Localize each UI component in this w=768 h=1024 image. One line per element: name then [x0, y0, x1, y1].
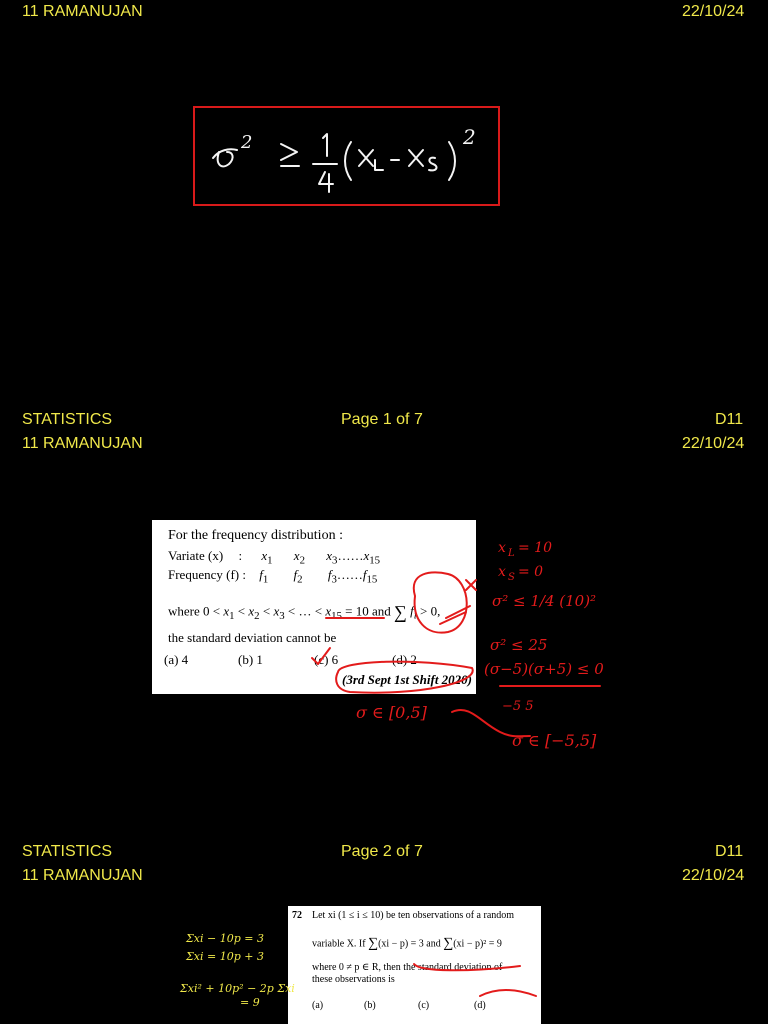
question-number: 72	[292, 910, 302, 921]
question-line2: variable X. If ∑(xi − p) = 3 and ∑(xi − p)² = 9	[312, 936, 502, 951]
svg-text:2: 2	[463, 125, 476, 149]
option-c[interactable]: (c) 6	[314, 652, 339, 667]
frequency-row: Frequency (f) : $f_1$ $f_2$ $f_3\dots\dots f_{15}$	[168, 567, 378, 586]
class-label: 11 RAMANUJAN	[22, 867, 143, 884]
svg-text:σ² ≤ 1/4 (10)²: σ² ≤ 1/4 (10)²	[492, 592, 597, 610]
option-c[interactable]: (c)	[418, 1000, 430, 1011]
svg-text:L: L	[508, 548, 515, 559]
class-label: 11 RAMANUJAN	[22, 3, 143, 20]
option-d[interactable]: (d) 2	[392, 652, 417, 667]
date-label: 22/10/24	[682, 3, 745, 20]
formula-box	[193, 106, 500, 206]
footer-code: D11	[715, 843, 744, 860]
option-b[interactable]: (b)	[364, 1000, 376, 1011]
svg-text:σ ∈ [−5,5]: σ ∈ [−5,5]	[512, 731, 597, 750]
option-a[interactable]: (a) 4	[164, 652, 189, 667]
option-b[interactable]: (b) 1	[238, 652, 263, 667]
svg-text:σ ∈ [0,5]: σ ∈ [0,5]	[356, 703, 427, 722]
footer-page-number: Page 1 of 7	[341, 411, 423, 428]
svg-text:x: x	[498, 540, 506, 556]
handwritten-annotations-q2	[0, 920, 768, 1024]
svg-text:S: S	[508, 572, 515, 583]
question-line1: Let xi (1 ≤ i ≤ 10) be ten observations of a random	[312, 910, 515, 921]
option-a[interactable]: (a)	[312, 1000, 324, 1011]
question-line4: these observations is	[312, 974, 395, 985]
handwritten-annotations-q1	[0, 500, 768, 770]
svg-text:(σ−5)(σ+5) ≤ 0: (σ−5)(σ+5) ≤ 0	[484, 660, 604, 678]
variate-row: Variate (x) : $x_1$ $x_2$ $x_3\dots\dots x_{15}$	[168, 548, 381, 567]
svg-text:Σxi² + 10p² − 2p Σxi: Σxi² + 10p² − 2p Σxi	[180, 982, 295, 995]
svg-text:x: x	[498, 564, 506, 580]
svg-text:= 10: = 10	[518, 540, 552, 556]
source-tag: (3rd Sept 1st Shift 2020)	[342, 672, 473, 687]
footer-page-number: Page 2 of 7	[341, 843, 423, 860]
svg-text:−5 5: −5 5	[502, 699, 534, 714]
svg-text:= 9: = 9	[240, 996, 260, 1009]
option-d[interactable]: (d)	[474, 1000, 486, 1011]
svg-text:2: 2	[241, 132, 253, 153]
question-line3: where 0 ≠ p ∈ R, then the standard deviation of	[312, 962, 503, 973]
handwritten-formula	[195, 108, 498, 204]
footer-code: D11	[715, 411, 744, 428]
svg-text:σ² ≤ 25: σ² ≤ 25	[490, 636, 548, 654]
svg-text:Σxi − 10p = 3: Σxi − 10p = 3	[186, 932, 264, 945]
svg-text:= 0: = 0	[518, 564, 544, 580]
date-label: 22/10/24	[682, 435, 745, 452]
question-intro: For the frequency distribution :	[168, 528, 343, 543]
condition-line: where $0 < x_1 < x_2 < x_3$ < … < $x_{15} = 10$ and ∑ $f_i > 0$,	[168, 602, 441, 623]
footer-subject: STATISTICS	[22, 843, 113, 860]
class-label: 11 RAMANUJAN	[22, 435, 143, 452]
footer-subject: STATISTICS	[22, 411, 113, 428]
svg-text:Σxi = 10p + 3: Σxi = 10p + 3	[186, 950, 264, 963]
date-label: 22/10/24	[682, 867, 745, 884]
question-ask: the standard deviation cannot be	[168, 630, 337, 645]
